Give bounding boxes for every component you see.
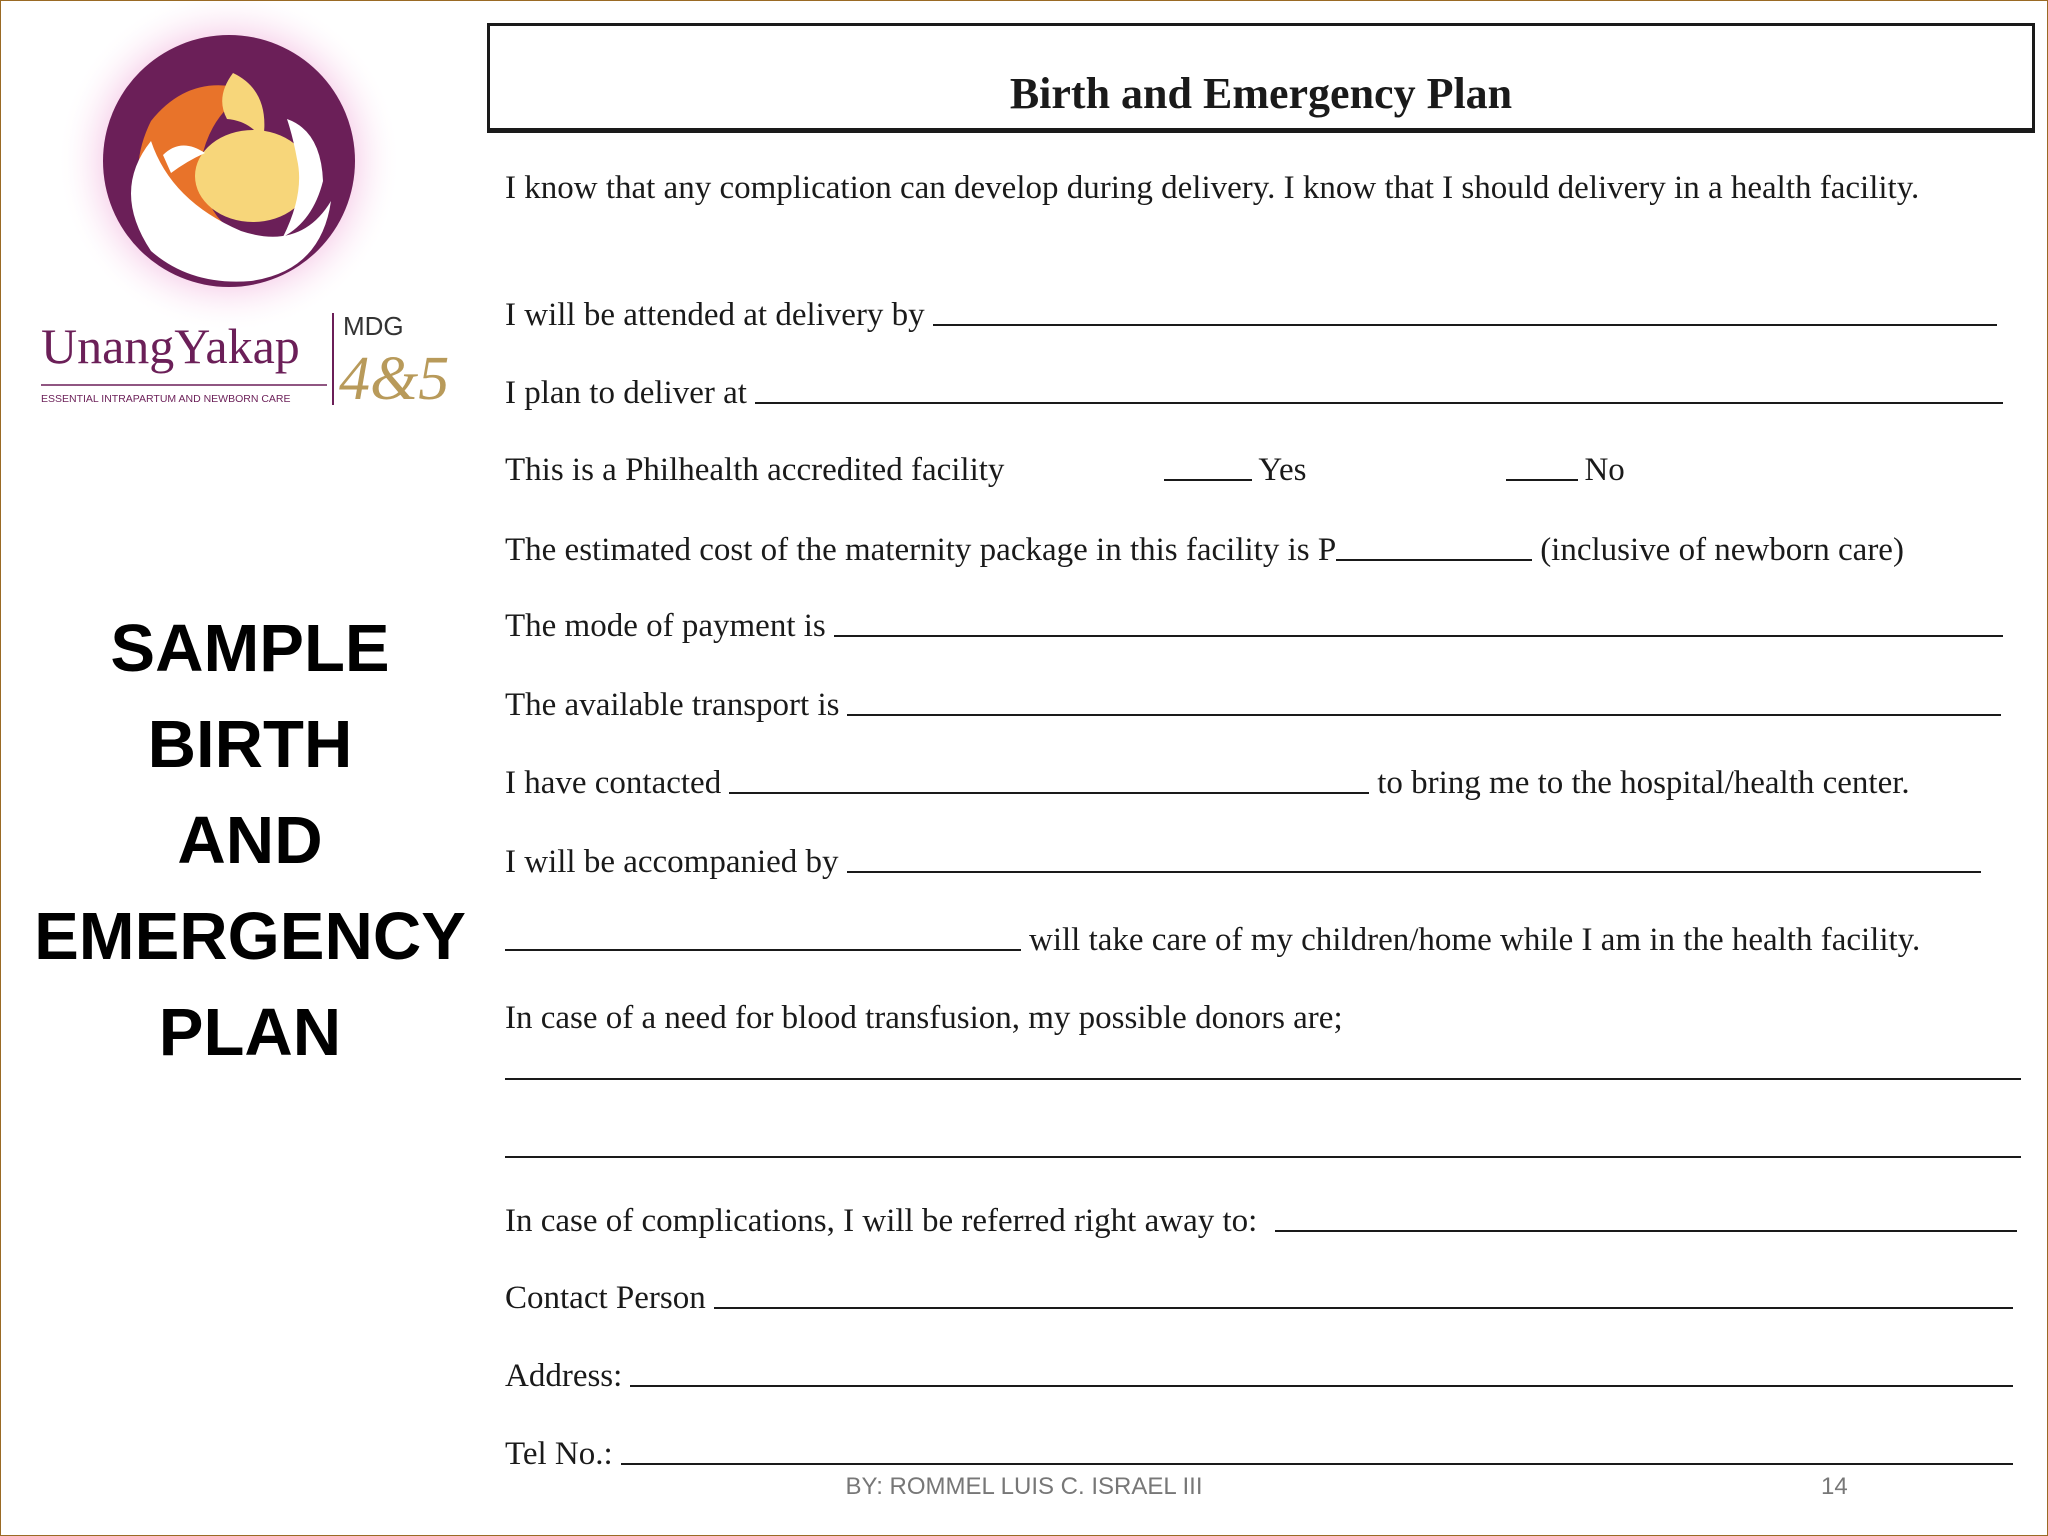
payment-label: The mode of payment is [505,608,826,644]
tel-field[interactable] [621,1463,2013,1465]
accompanied-field[interactable] [847,871,1981,873]
transport-row [505,678,2027,726]
side-title [1,601,499,1081]
address-field[interactable] [630,1385,2013,1387]
donor-field-1[interactable] [505,1078,2021,1080]
philhealth-no-label: No [1584,452,1625,488]
deliver-at-field[interactable] [755,402,2003,404]
tel-row [505,1427,2027,1475]
footer-author: BY: ROMMEL LUIS C. ISRAEL III [845,1473,1203,1500]
philhealth-yes-field[interactable] [1164,479,1252,481]
attended-by-field[interactable] [933,324,1997,326]
tel-label: Tel No.: [505,1436,613,1472]
accompanied-row [505,835,2027,883]
attended-by-row [505,288,2027,336]
cost-label: The estimated cost of the maternity package in this facility is P [505,532,1337,568]
referred-field[interactable] [1275,1230,2017,1232]
contacted-suffix: to bring me to the hospital/health center. [1377,765,1910,801]
form-title-box [487,23,2035,133]
accompanied-label: I will be accompanied by [505,844,839,880]
philhealth-no-field[interactable] [1506,479,1578,481]
contact-person-label: Contact Person [505,1280,706,1316]
philhealth-row [505,443,2027,491]
philhealth-yes-label: Yes [1258,452,1307,488]
form-title: Birth and Emergency Plan [1009,69,1513,118]
children-caretaker-field[interactable] [505,949,1021,951]
transport-label: The available transport is [505,687,840,723]
logo-mdg-number: 4&5 [339,345,450,413]
transport-field[interactable] [847,714,2001,716]
contact-person-row [505,1271,2027,1319]
deliver-at-row [505,366,2027,414]
address-label: Address: [505,1358,623,1394]
side-title-line: PLAN [158,995,342,1070]
blood-label: In case of a need for blood transfusion, my possible donors are; [505,1000,1343,1036]
page-number: 14 [1821,1473,1848,1500]
blood-row [505,991,2027,1039]
cost-field[interactable] [1336,559,1532,561]
logo-tagline: ESSENTIAL INTRAPARTUM AND NEWBORN CARE [41,393,291,405]
contact-person-field[interactable] [714,1307,2013,1309]
side-title-line: SAMPLE [110,611,390,686]
side-title-line: BIRTH [147,707,353,782]
contacted-row [505,756,2027,804]
side-title-line: AND [177,803,323,878]
referred-row [505,1194,2027,1242]
unangyakap-logo [1,1,479,429]
logo-mdg: MDG [343,311,404,341]
children-row [505,913,2027,961]
philhealth-label: This is a Philhealth accredited facility [505,452,1005,488]
intro-text: I know that any complication can develop during delivery. I know that I should delivery in a health facility. [505,170,1920,206]
payment-field[interactable] [834,635,2003,637]
referred-label: In case of complications, I will be referred right away to: [505,1203,1258,1239]
side-title-line: EMERGENCY [34,899,466,974]
cost-suffix: (inclusive of newborn care) [1540,532,1904,568]
cost-row [505,523,2027,571]
deliver-at-label: I plan to deliver at [505,375,747,411]
contacted-label: I have contacted [505,765,722,801]
payment-row [505,599,2027,647]
logo-name: UnangYakap [41,318,300,374]
attended-by-label: I will be attended at delivery by [505,297,925,333]
address-row [505,1349,2027,1397]
children-label: will take care of my children/home while I am in the health facility. [1029,922,1921,958]
contacted-field[interactable] [729,792,1369,794]
donor-field-2[interactable] [505,1156,2021,1158]
